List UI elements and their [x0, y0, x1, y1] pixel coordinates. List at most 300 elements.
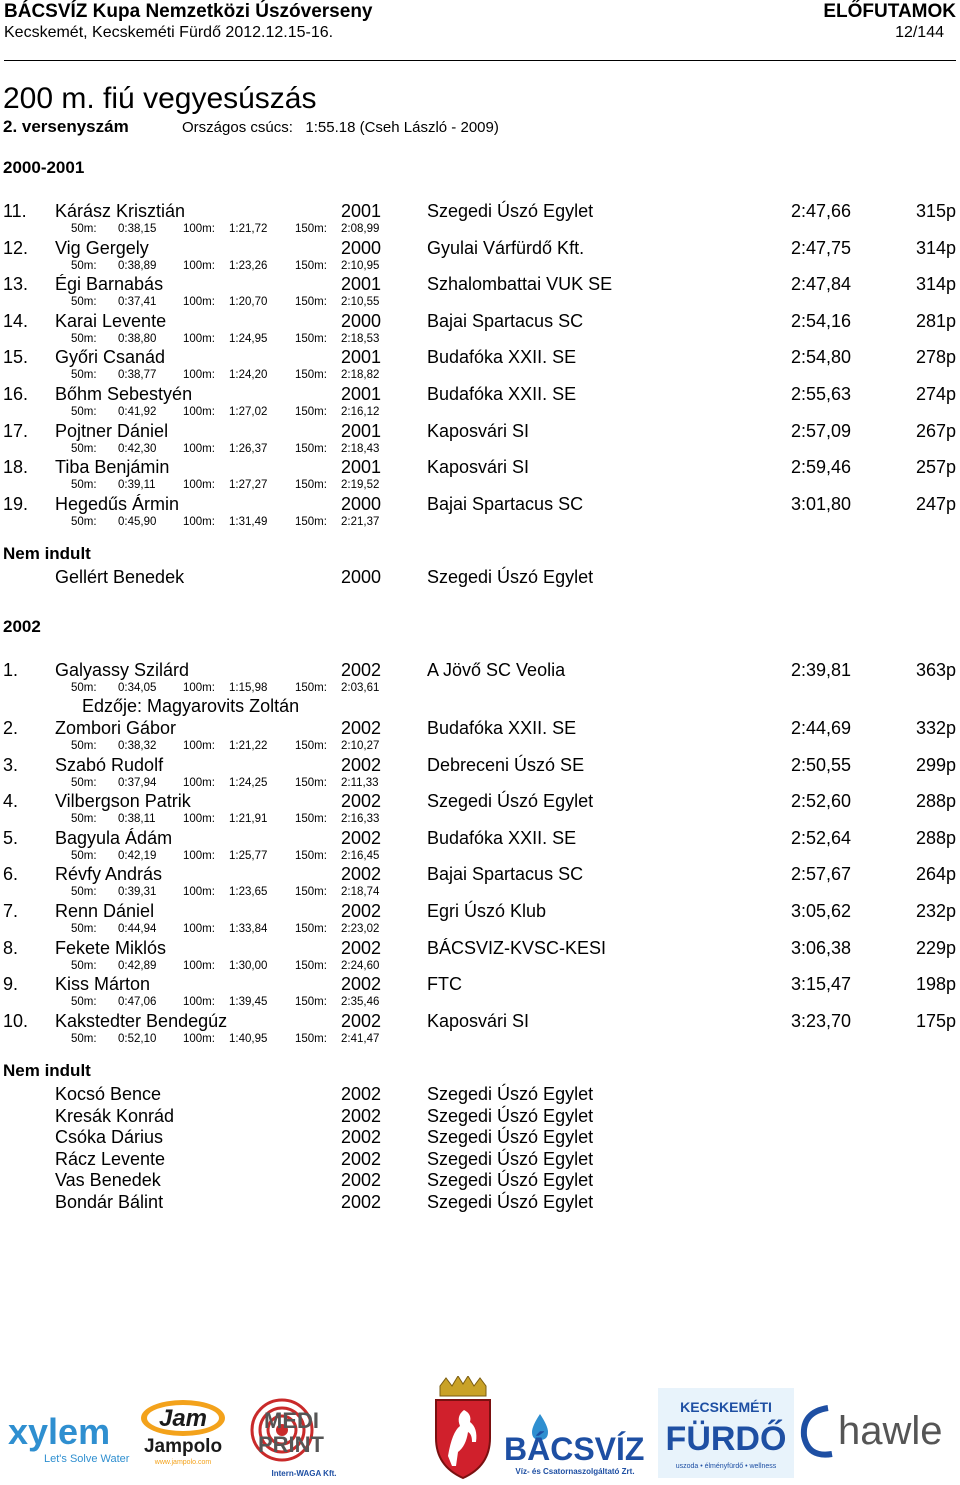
split-time-100: 1:15,98: [229, 682, 268, 694]
split-time-100: 1:33,84: [229, 923, 268, 935]
result-points: 332p: [915, 718, 956, 738]
split-time-100: 1:21,91: [229, 813, 268, 826]
result-rank: 10.: [3, 1010, 29, 1031]
result-rank: 15.: [3, 347, 29, 368]
split-time-50: 0:38,15: [118, 223, 157, 235]
split-time-150: 2:18,43: [341, 442, 380, 455]
xylem-wordmark: xylem: [8, 1411, 111, 1452]
split-time-50: 0:37,41: [118, 296, 157, 309]
split-time-100: 1:23,65: [229, 886, 268, 899]
result-points: 264p: [915, 864, 956, 885]
result-row: [0, 754, 960, 791]
split-label-150: 150m:: [295, 740, 327, 752]
page-header: [4, 0, 956, 61]
result-rank: 2.: [3, 718, 19, 738]
split-label-100: 100m:: [183, 296, 215, 309]
result-club: A Jövő SC Veolia: [427, 660, 566, 680]
result-club: Gyulai Várfürdő Kft.: [427, 237, 585, 258]
result-row: [0, 237, 960, 274]
split-time-50: 0:34,05: [118, 682, 157, 694]
bacsviz-wordmark: BÁCSVÍZ: [504, 1431, 645, 1467]
xylem-logo: [6, 1410, 136, 1470]
split-time-150: 2:19,52: [341, 479, 380, 492]
dns-year: 2002: [341, 1105, 382, 1126]
split-time-150: 2:16,33: [341, 813, 380, 826]
split-label-100: 100m:: [183, 1032, 215, 1045]
result-points: 229p: [915, 937, 956, 958]
result-rank: 6.: [3, 864, 19, 885]
result-points: 257p: [915, 457, 956, 478]
result-year: 2002: [341, 974, 382, 995]
split-label-150: 150m:: [295, 296, 327, 309]
result-year: 2002: [341, 754, 382, 775]
result-year: 2002: [341, 718, 382, 738]
result-time: 2:52,64: [790, 827, 851, 848]
result-name: Kiss Márton: [55, 974, 151, 995]
split-label-50: 50m:: [71, 740, 97, 752]
split-label-150: 150m:: [295, 442, 327, 455]
split-label-50: 50m:: [71, 996, 97, 1009]
result-year: 2002: [341, 791, 382, 812]
split-time-100: 1:27,02: [229, 406, 268, 418]
result-club: BÁCSVIZ-KVSC-KESI: [427, 937, 607, 958]
result-row: [0, 659, 960, 716]
competition-title: BÁCSVÍZ Kupa Nemzetközi Úszóverseny: [4, 1, 373, 22]
age-group-title: 2002: [3, 617, 41, 636]
split-time-150: 2:23,02: [341, 923, 380, 935]
furdo-line1: KECSKEMÉTI: [680, 1399, 772, 1415]
medi-sub: Intern-WAGA Kft.: [271, 1469, 337, 1478]
split-label-100: 100m:: [183, 442, 215, 455]
split-label-100: 100m:: [183, 959, 215, 972]
result-club: Kaposvári SI: [427, 420, 530, 441]
result-time: 2:44,69: [790, 718, 851, 738]
result-rank: 18.: [3, 457, 29, 478]
dns-club: Szegedi Úszó Egylet: [427, 1084, 594, 1105]
split-label-50: 50m:: [71, 1032, 97, 1045]
dns-year: 2002: [341, 1148, 382, 1169]
jampolo-logo: [128, 1396, 238, 1468]
result-points: 288p: [915, 827, 956, 848]
event-title: 200 m. fiú vegyesúszás: [3, 82, 317, 115]
result-points: 278p: [915, 347, 956, 368]
result-club: Budafóka XXII. SE: [427, 827, 577, 848]
result-year: 2002: [341, 827, 382, 848]
split-label-100: 100m:: [183, 740, 215, 752]
split-time-150: 2:16,45: [341, 849, 380, 862]
result-row: [0, 420, 960, 457]
result-points: 175p: [915, 1010, 956, 1031]
result-year: 2002: [341, 1010, 382, 1031]
split-time-100: 1:24,25: [229, 776, 268, 789]
result-name: Karai Levente: [55, 310, 167, 331]
result-club: Budafóka XXII. SE: [427, 718, 577, 738]
bacsviz-logo: [500, 1410, 650, 1478]
split-time-50: 0:44,94: [118, 923, 157, 935]
split-label-150: 150m:: [295, 369, 327, 382]
xylem-tagline: Let's Solve Water: [44, 1453, 130, 1465]
result-club: FTC: [427, 974, 462, 995]
dns-club: Szegedi Úszó Egylet: [427, 1191, 594, 1212]
not-started-row: [0, 1083, 960, 1105]
split-time-150: 2:03,61: [341, 682, 380, 694]
furdo-sub: uszoda • élményfürdő • wellness: [675, 1463, 777, 1470]
result-club: Szegedi Úszó Egylet: [427, 201, 594, 221]
dns-name: Kocsó Bence: [55, 1084, 162, 1105]
split-label-150: 150m:: [295, 886, 327, 899]
result-rank: 7.: [3, 901, 19, 921]
hawle-wordmark: hawle: [838, 1409, 943, 1453]
split-time-50: 0:42,89: [118, 959, 157, 972]
dns-year: 2002: [341, 1191, 382, 1212]
result-time: 2:59,46: [790, 457, 851, 478]
result-points: 288p: [915, 791, 956, 812]
split-time-150: 2:10,27: [341, 740, 380, 752]
result-name: Révfy András: [55, 864, 163, 885]
dns-club: Szegedi Úszó Egylet: [427, 1148, 594, 1169]
split-time-50: 0:38,89: [118, 259, 157, 272]
result-time: 3:15,47: [790, 974, 851, 995]
split-label-50: 50m:: [71, 259, 97, 272]
result-club: Szegedi Úszó Egylet: [427, 791, 594, 812]
result-points: 314p: [915, 237, 956, 258]
split-time-150: 2:35,46: [341, 996, 380, 1009]
split-label-150: 150m:: [295, 1032, 327, 1045]
result-rank: 14.: [3, 310, 29, 331]
result-time: 3:06,38: [790, 937, 851, 958]
split-time-100: 1:20,70: [229, 296, 268, 309]
split-label-100: 100m:: [183, 813, 215, 826]
split-label-50: 50m:: [71, 959, 97, 972]
split-label-150: 150m:: [295, 776, 327, 789]
result-name: Vilbergson Patrik: [55, 791, 191, 812]
result-year: 2001: [341, 384, 382, 404]
result-name: Fekete Miklós: [55, 937, 167, 958]
event-number: 2. versenyszám: [3, 117, 129, 136]
result-name: Pojtner Dániel: [55, 420, 169, 441]
result-time: 2:47,75: [790, 237, 851, 258]
medi-print-logo: [242, 1388, 342, 1480]
result-points: 281p: [915, 310, 956, 331]
result-time: 2:57,09: [790, 420, 851, 441]
competition-venue-date: Kecskemét, Kecskeméti Fürdő 2012.12.15-16.: [4, 24, 334, 41]
dns-year: 2002: [341, 1170, 382, 1191]
split-time-150: 2:08,99: [341, 223, 380, 235]
result-row: [0, 900, 960, 937]
result-year: 2000: [341, 310, 382, 331]
result-name: Szabó Rudolf: [55, 754, 164, 775]
result-year: 2002: [341, 937, 382, 958]
dns-year: 2000: [341, 567, 382, 588]
split-label-150: 150m:: [295, 223, 327, 235]
result-name: Hegedűs Ármin: [55, 493, 180, 514]
result-time: 2:47,66: [790, 201, 851, 221]
result-time: 2:54,16: [790, 310, 851, 331]
split-label-150: 150m:: [295, 259, 327, 272]
split-label-50: 50m:: [71, 442, 97, 455]
dns-club: Szegedi Úszó Egylet: [427, 1127, 594, 1148]
result-rank: 8.: [3, 937, 19, 958]
split-time-50: 0:41,92: [118, 406, 157, 418]
split-label-150: 150m:: [295, 813, 327, 826]
jampolo-wordmark: Jampolo: [143, 1436, 223, 1457]
split-time-100: 1:24,20: [229, 369, 268, 382]
split-label-100: 100m:: [183, 776, 215, 789]
page-number: 12/144: [895, 24, 944, 41]
split-time-50: 0:38,80: [118, 332, 157, 345]
split-time-150: 2:16,12: [341, 406, 380, 418]
split-label-150: 150m:: [295, 332, 327, 345]
split-time-150: 2:24,60: [341, 959, 380, 972]
split-label-100: 100m:: [183, 923, 215, 935]
dns-name: Csóka Dárius: [55, 1127, 164, 1148]
result-points: 363p: [915, 660, 956, 680]
result-club: Kaposvári SI: [427, 457, 530, 478]
result-time: 3:05,62: [790, 901, 851, 921]
split-label-150: 150m:: [295, 959, 327, 972]
result-row: [0, 383, 960, 420]
kecskemet-coat-of-arms: [430, 1376, 496, 1480]
split-time-50: 0:39,11: [118, 479, 156, 492]
split-time-50: 0:45,90: [118, 515, 157, 528]
coach-name: Edzője: Magyarovits Zoltán: [82, 696, 300, 716]
split-time-100: 1:40,95: [229, 1032, 268, 1045]
split-label-100: 100m:: [183, 996, 215, 1009]
result-time: 2:57,67: [790, 864, 851, 885]
split-label-50: 50m:: [71, 406, 97, 418]
result-time: 3:01,80: [790, 493, 851, 514]
result-rank: 16.: [3, 384, 29, 404]
result-points: 198p: [915, 974, 956, 995]
result-rank: 17.: [3, 420, 29, 441]
result-row: [0, 827, 960, 864]
split-time-150: 2:10,95: [341, 259, 380, 272]
split-time-100: 1:21,72: [229, 223, 268, 235]
result-name: Kakstedter Bendegúz: [55, 1010, 228, 1031]
result-points: 267p: [915, 420, 956, 441]
result-year: 2002: [341, 660, 382, 680]
split-label-150: 150m:: [295, 996, 327, 1009]
dns-name: Rácz Levente: [55, 1148, 166, 1169]
result-club: Szhalombattai VUK SE: [427, 274, 613, 295]
dns-year: 2002: [341, 1084, 382, 1105]
medi-line2: PRINT: [258, 1432, 324, 1457]
result-name: Bagyula Ádám: [55, 827, 173, 848]
split-label-50: 50m:: [71, 923, 97, 935]
result-year: 2001: [341, 274, 382, 295]
split-time-50: 0:52,10: [118, 1032, 157, 1045]
result-name: Tiba Benjámin: [55, 457, 170, 478]
result-row: [0, 863, 960, 900]
split-label-50: 50m:: [71, 886, 97, 899]
split-time-150: 2:11,33: [341, 776, 379, 789]
result-points: 232p: [915, 901, 956, 921]
result-year: 2001: [341, 420, 382, 441]
result-points: 299p: [915, 754, 956, 775]
split-label-150: 150m:: [295, 406, 327, 418]
dns-name: Kresák Konrád: [55, 1105, 175, 1126]
split-time-100: 1:26,37: [229, 442, 268, 455]
not-started-title: Nem indult: [3, 544, 91, 564]
split-time-50: 0:42,19: [118, 849, 157, 862]
jampolo-url: www.jampolo.com: [154, 1459, 212, 1466]
record-value: 1:55.18 (Cseh László - 2009): [305, 119, 499, 136]
kecskemeti-furdo-logo: [658, 1388, 794, 1478]
furdo-line2: FÜRDŐ: [665, 1420, 787, 1458]
dns-name: Vas Benedek: [55, 1170, 161, 1191]
split-label-50: 50m:: [71, 223, 97, 235]
split-label-50: 50m:: [71, 332, 97, 345]
result-year: 2000: [341, 493, 382, 514]
result-row: [0, 346, 960, 383]
split-label-50: 50m:: [71, 776, 97, 789]
stage-label: ELŐFUTAMOK: [823, 1, 956, 22]
result-club: Bajai Spartacus SC: [427, 310, 584, 331]
result-club: Bajai Spartacus SC: [427, 864, 584, 885]
result-year: 2001: [341, 457, 382, 478]
split-label-50: 50m:: [71, 479, 97, 492]
dns-name: Bondár Bálint: [55, 1191, 164, 1212]
result-row: [0, 493, 960, 530]
result-time: 3:23,70: [790, 1010, 851, 1031]
split-label-100: 100m:: [183, 406, 215, 418]
result-row: [0, 200, 960, 237]
split-time-100: 1:31,49: [229, 515, 268, 528]
split-label-100: 100m:: [183, 369, 215, 382]
split-time-50: 0:42,30: [118, 442, 157, 455]
dns-club: Szegedi Úszó Egylet: [427, 567, 594, 588]
result-name: Égi Barnabás: [55, 274, 164, 295]
sponsor-logos: [0, 1370, 960, 1480]
result-points: 314p: [915, 274, 956, 295]
result-name: Galyassy Szilárd: [55, 660, 190, 680]
result-name: Bőhm Sebestyén: [55, 384, 193, 404]
result-row: [0, 1010, 960, 1047]
split-time-150: 2:10,55: [341, 296, 380, 309]
split-label-100: 100m:: [183, 682, 215, 694]
result-row: [0, 456, 960, 493]
result-row: [0, 973, 960, 1010]
split-label-50: 50m:: [71, 813, 97, 826]
not-started-row: [0, 1148, 960, 1170]
split-label-100: 100m:: [183, 259, 215, 272]
split-label-100: 100m:: [183, 223, 215, 235]
result-club: Budafóka XXII. SE: [427, 347, 577, 368]
split-time-50: 0:38,32: [118, 740, 157, 752]
dns-name: Gellért Benedek: [55, 567, 185, 588]
split-time-100: 1:27,27: [229, 479, 268, 492]
result-rank: 5.: [3, 827, 19, 848]
split-label-50: 50m:: [71, 369, 97, 382]
result-rank: 12.: [3, 237, 29, 258]
split-time-150: 2:18,82: [341, 369, 380, 382]
split-label-150: 150m:: [295, 849, 327, 862]
split-label-50: 50m:: [71, 849, 97, 862]
result-row: [0, 790, 960, 827]
result-row: [0, 717, 960, 754]
split-time-100: 1:24,95: [229, 332, 268, 345]
split-label-100: 100m:: [183, 849, 215, 862]
result-club: Debreceni Úszó SE: [427, 754, 585, 775]
national-record: [182, 119, 499, 136]
not-started-title: Nem indult: [3, 1061, 91, 1081]
split-time-100: 1:30,00: [229, 959, 268, 972]
split-label-150: 150m:: [295, 515, 327, 528]
result-rank: 9.: [3, 974, 19, 995]
result-row: [0, 273, 960, 310]
result-time: 2:47,84: [790, 274, 851, 295]
hawle-logo: [798, 1400, 956, 1464]
result-year: 2002: [341, 864, 382, 885]
result-name: Kárász Krisztián: [55, 201, 186, 221]
split-time-150: 2:18,74: [341, 886, 380, 899]
result-row: [0, 937, 960, 974]
split-time-50: 0:38,11: [118, 813, 156, 826]
age-group-title: 2000-2001: [3, 158, 85, 177]
split-label-150: 150m:: [295, 479, 327, 492]
result-time: 2:39,81: [790, 660, 851, 680]
split-time-100: 1:25,77: [229, 849, 268, 862]
result-name: Győri Csanád: [55, 347, 166, 368]
dns-club: Szegedi Úszó Egylet: [427, 1105, 594, 1126]
record-label: Országos csúcs:: [182, 119, 293, 136]
split-label-150: 150m:: [295, 682, 327, 694]
split-time-150: 2:21,37: [341, 515, 380, 528]
result-rank: 4.: [3, 791, 19, 812]
result-time: 2:55,63: [790, 384, 851, 404]
result-year: 2001: [341, 201, 382, 221]
split-time-100: 1:39,45: [229, 996, 268, 1009]
not-started-row: [0, 1126, 960, 1148]
split-time-100: 1:21,22: [229, 740, 268, 752]
result-rank: 11.: [3, 201, 27, 221]
split-time-150: 2:18,53: [341, 332, 380, 345]
split-time-50: 0:38,77: [118, 369, 157, 382]
split-label-150: 150m:: [295, 923, 327, 935]
result-row: [0, 310, 960, 347]
split-label-50: 50m:: [71, 515, 97, 528]
split-time-50: 0:39,31: [118, 886, 157, 899]
split-label-100: 100m:: [183, 886, 215, 899]
split-time-50: 0:47,06: [118, 996, 157, 1009]
result-club: Budafóka XXII. SE: [427, 384, 577, 404]
result-time: 2:50,55: [790, 754, 851, 775]
split-label-100: 100m:: [183, 479, 215, 492]
not-started-row: [0, 566, 960, 588]
not-started-row: [0, 1169, 960, 1191]
result-name: Vig Gergely: [55, 237, 149, 258]
not-started-row: [0, 1191, 960, 1213]
split-time-150: 2:41,47: [341, 1032, 380, 1045]
result-points: 247p: [915, 493, 956, 514]
result-rank: 1.: [3, 660, 19, 680]
dns-club: Szegedi Úszó Egylet: [427, 1170, 594, 1191]
split-label-100: 100m:: [183, 515, 215, 528]
result-points: 315p: [915, 201, 956, 221]
dns-year: 2002: [341, 1127, 382, 1148]
result-rank: 3.: [3, 754, 19, 775]
result-year: 2002: [341, 901, 382, 921]
result-year: 2001: [341, 347, 382, 368]
result-rank: 19.: [3, 493, 29, 514]
split-time-100: 1:23,26: [229, 259, 268, 272]
result-time: 2:54,80: [790, 347, 851, 368]
result-name: Renn Dániel: [55, 901, 155, 921]
split-label-50: 50m:: [71, 682, 97, 694]
result-points: 274p: [915, 384, 956, 404]
split-label-100: 100m:: [183, 332, 215, 345]
result-club: Kaposvári SI: [427, 1010, 530, 1031]
